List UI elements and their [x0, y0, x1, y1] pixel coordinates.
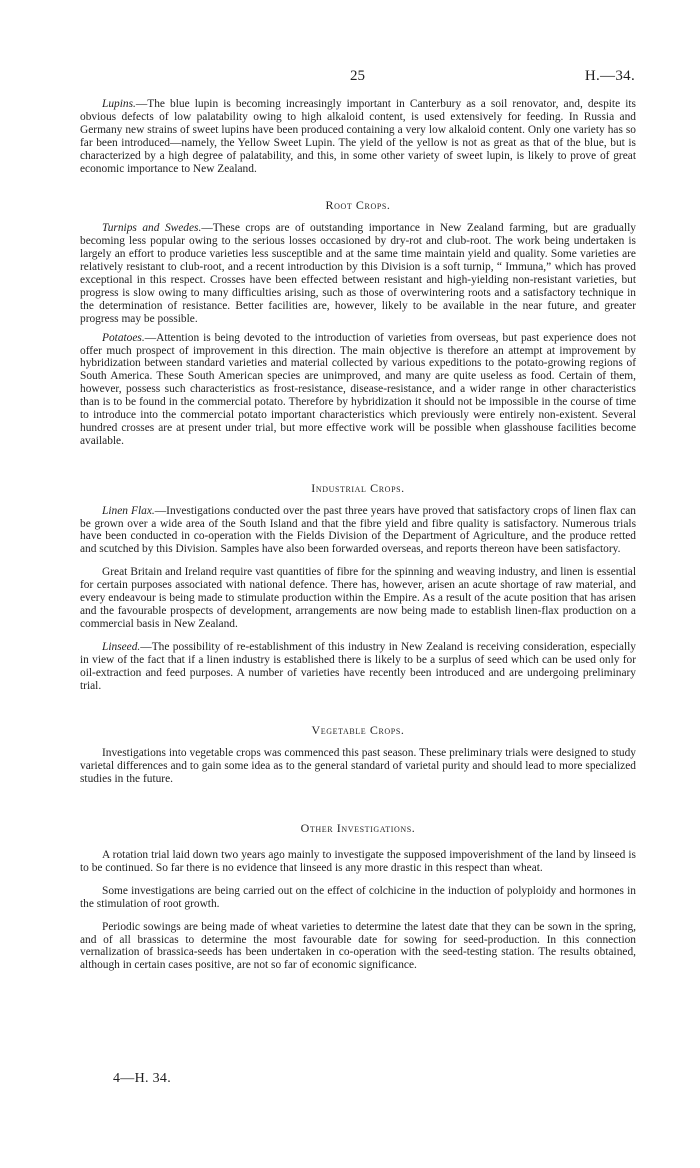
- other-investigations-heading: Other Investigations.: [300, 821, 416, 836]
- linen-flax-paragraph: [80, 505, 636, 557]
- lupins-lead: Lupins.: [102, 98, 136, 110]
- lupins-paragraph: [80, 98, 636, 175]
- page-header: [80, 68, 635, 88]
- periodic-sowings-paragraph: Periodic sowings are being made of wheat varieties to determine the latest date that they can be sown in the spring, and of all brassicas to determine the most favourable date for sowing for seed-production. In this connection vernalization of brassica-seeds has been undertaken in co-operation with the seed-testing station. The results obtained, although in certain cases positive, are not so far of economic significance.: [80, 920, 636, 972]
- page-body: [80, 98, 636, 978]
- industrial-crops-heading: Industrial Crops.: [311, 480, 405, 495]
- linseed-paragraph: [80, 641, 636, 693]
- potatoes-lead: Potatoes.: [102, 331, 145, 344]
- turnips-lead: Turnips and Swedes.: [102, 222, 202, 235]
- potatoes-text: —Attention is being devoted to the introduction of varieties from overseas, but past experience does not offer much prospect of improvement in this direction. The main objective is therefore an attempt at improvement by hybridization between standard varieties and material collected by various expeditions to the potato-growing regions of South America. These South American species are unimproved, and many are quite useless as food. Certain of them, however, possess such characteristics as frost-resistance, disease-resistance, and a wider range in other characteristics than is to be found in the commercial potato. Therefore by hybridization it should not be impossible in the course of time to introduce into the commercial potato important characteristics which previously were entirely non-existent. Several hundred crosses are at present under trial, but more effective work will be possible when glasshouse facilities become available.: [80, 331, 636, 447]
- rotation-trial-paragraph: A rotation trial laid down two years ago mainly to investigate the supposed impoverishment of the land by linseed is to be continued. So far there is no evidence that linseed is any more drastic in this respect than wheat.: [80, 848, 636, 874]
- page-footer-signature: 4—H. 34.: [113, 1071, 172, 1086]
- series-number: H.—34.: [584, 68, 635, 84]
- linseed-lead: Linseed.: [102, 640, 141, 653]
- linen-flax-text: —Investigations conducted over the past three years have proved that satisfactory crops of linen flax can be grown over a wide area of the South Island and that the fibre yield and fibre quality is satisfactory. Numerous trials have been conducted in co-operation with the Fields Division of the Department of Agriculture, and the produce retted and scutched by this Division. Samples have also been forwarded overseas, and reports thereon have been satisfactory.: [80, 504, 636, 556]
- colchicine-paragraph: Some investigations are being carried out on the effect of colchicine in the induction of polyploidy and hormones in the stimulation of root growth.: [80, 884, 636, 910]
- turnips-text: —These crops are of outstanding importance in New Zealand farming, but are gradually becoming less popular owing to the serious losses occasioned by dry-rot and club-root. The work being undertaken is largely an effort to produce varieties less susceptible and at the same time maintain yield and quality. Some varieties are relatively resistant to club-root, and a recent introduction by this Division is a soft turnip, “ Immuna,” which has proved exceptional in this respect. Crosses have been effected between resistant and high-yielding non-resistant varieties, but progress is slow owing to many difficulties arising, such as those of overwintering roots and a satisfactory technique in the determination of resistance. Better facilities are, however, likely to be available in the near future, and greater progress may be possible.: [80, 222, 636, 325]
- root-crops-heading: Root Crops.: [325, 198, 391, 213]
- vegetable-crops-heading: Vegetable Crops.: [311, 723, 405, 738]
- britain-paragraph: Great Britain and Ireland require vast quantities of fibre for the spinning and weaving industry, and linen is essential for certain purposes associated with national defence. There has, however, arisen an acute shortage of raw material, and every endeavour is being made to stimulate production within the Empire. As a result of the acute position that has arisen and the favourable prospects of development, arrangements are now being made to establish linen-flax production on a commercial basis in New Zealand.: [80, 566, 636, 630]
- linen-flax-lead: Linen Flax.: [102, 504, 155, 517]
- linseed-text: —The possibility of re-establishment of this industry in New Zealand is receiving consideration, especially in view of the fact that if a linen industry is established there is likely to be a surplus of seed which can be used only for oil-extraction and feed purposes. A number of varieties have recently been introduced and are undergoing preliminary trial.: [80, 640, 636, 692]
- potatoes-paragraph: [80, 332, 636, 448]
- vegetable-crops-paragraph: Investigations into vegetable crops was commenced this past season. These preliminary trials were designed to study varietal differences and to gain some idea as to the general standard of varietal purity and should lead to more specialized studies in the future.: [80, 747, 636, 786]
- lupins-text: —The blue lupin is becoming increasingly important in Canterbury as a soil renovator, and, despite its obvious defects of low palatability owing to high alkaloid content, is used extensively for feeding. In Russia and Germany new strains of sweet lupins have been produced containing a very low alkaloid content. Only one variety has so far been introduced—namely, the Yellow Sweet Lupin. The yield of the yellow is not as great as that of the blue, but is characterized by a high degree of palatability, and this, in some other variety of sweet lupin, is likely to prove of great economic importance to New Zealand.: [80, 98, 636, 175]
- turnips-paragraph: [80, 222, 636, 325]
- page-number: 25: [350, 68, 365, 84]
